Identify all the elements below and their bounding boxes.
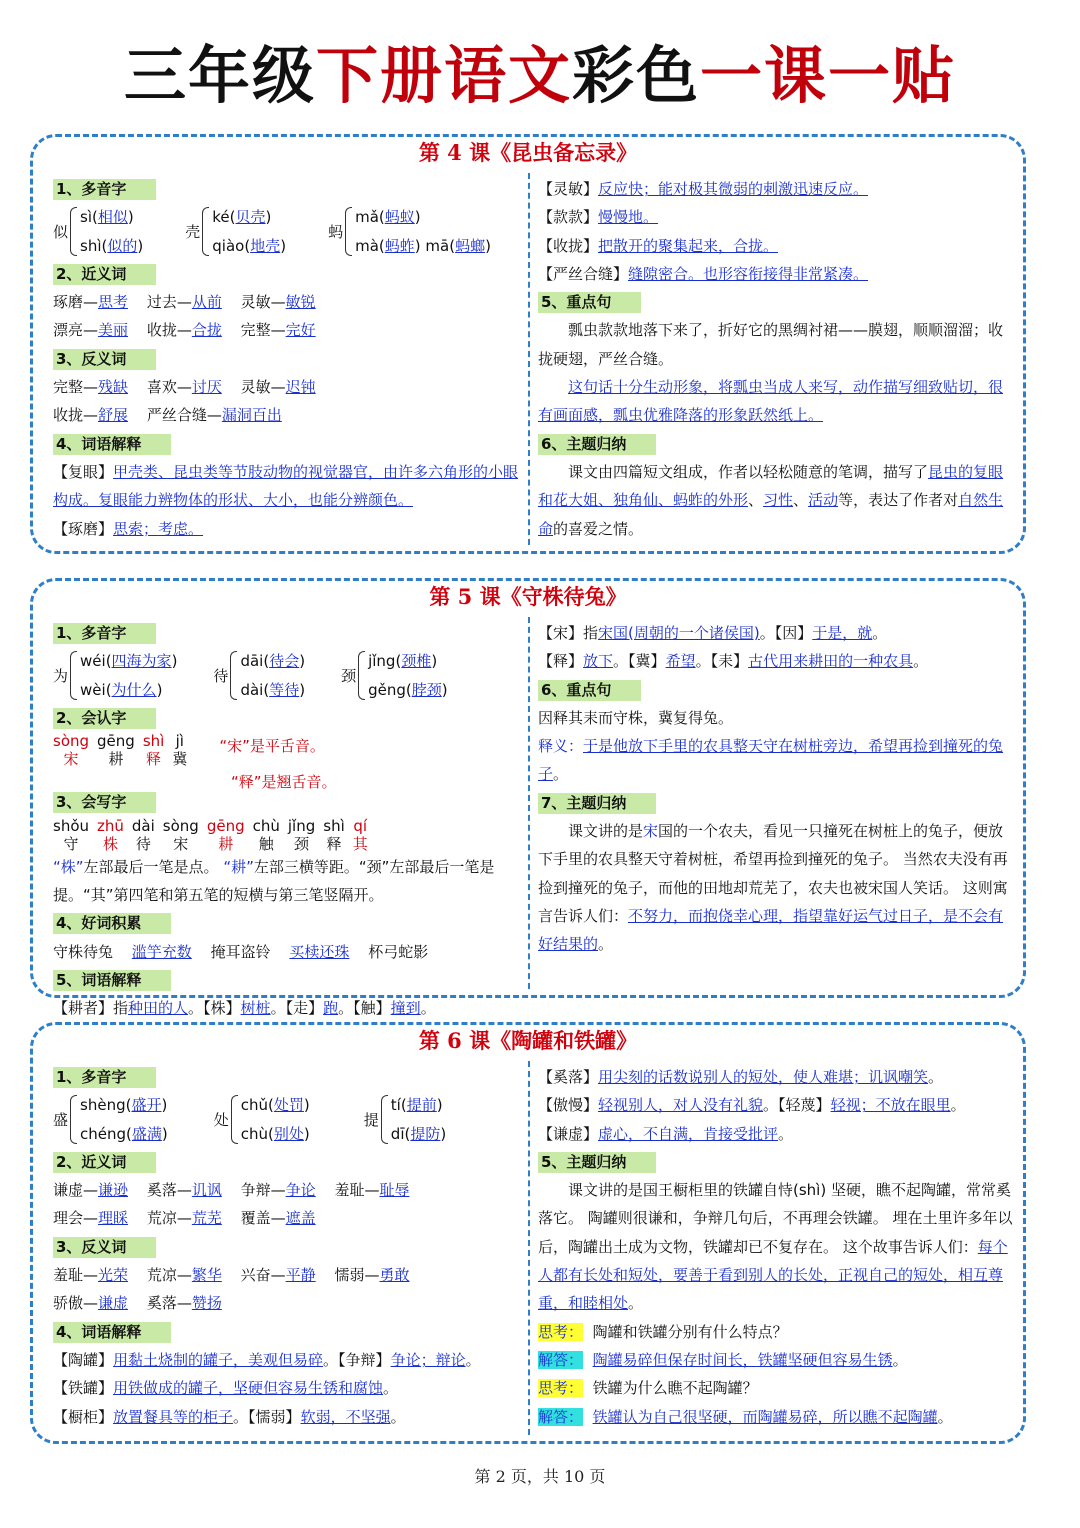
lesson-4-left	[53, 175, 523, 543]
pinyin-char: qí 其	[352, 816, 368, 853]
section-header: 1、多音字	[53, 623, 156, 644]
pinyin-char: gēng 耕	[97, 732, 135, 769]
definition: 【耕者】指种田的人。【株】树桩。【走】跑。【触】撞到。	[53, 999, 436, 1018]
write-chars	[53, 817, 523, 853]
section-header: 2、近义词	[53, 1152, 156, 1173]
section-header: 4、词语解释	[53, 1322, 171, 1343]
column-divider	[528, 173, 530, 545]
section-header: 6、重点句	[538, 680, 641, 701]
section-header: 2、近义词	[53, 264, 156, 285]
pinyin-char: zhū 株	[97, 816, 124, 853]
definition: 【宋】指宋国(周朝的一个诸侯国)。【因】于是，就。	[538, 624, 888, 642]
pinyin-char: chù 触	[252, 816, 280, 853]
lesson-5-title: 第 5 课《守株待兔》	[33, 580, 1023, 614]
key-sentence-analysis: 这句话十分生动形象，将瓢虫当成人来写，动作描写细致贴切，很有画面感，瓢虫优雅降落的形象跃然纸上。	[538, 378, 1004, 425]
section-header: 4、好词积累	[53, 913, 171, 934]
lesson-6-card	[30, 1022, 1026, 1444]
section-header: 4、词语解释	[53, 434, 171, 455]
definition: 【奚落】用尖刻的话数说别人的短处，使人难堪；讥讽嘲笑。	[538, 1068, 944, 1086]
theme-summary: 课文讲的是国王橱柜里的铁罐自恃(shì) 坚硬，瞧不起陶罐，常常奚落它。 陶罐则很谦和，争辩几句后，不再理会铁罐。 埋在土里许多年以后，陶罐出土成为文物，铁罐却已不复存在。 这个故事告诉人们：每个人都有长处和短处，要善于看到别人的长处，正视自己的短处，相互尊重，和睦相处。	[538, 1181, 1013, 1313]
pinyin-char: sòng 宋	[53, 732, 90, 769]
definition: 【橱柜】放置餐具等的柜子。【懦弱】软弱，不坚强。	[53, 1407, 406, 1426]
question: 思考： 铁罐为什么瞧不起陶罐？	[538, 1379, 758, 1398]
lesson-6-left	[53, 1063, 523, 1431]
lesson-4-right	[538, 175, 1013, 543]
lesson-5-right	[538, 619, 1013, 959]
definition: 【陶罐】用黏土烧制的罐子，美观但易碎。【争辩】争论；辩论。	[53, 1350, 481, 1369]
definition: 【款款】慢慢地。	[538, 208, 659, 227]
pinyin-char: gēng 耕	[206, 816, 245, 853]
antonym-row: 完整—残缺 喜欢—讨厌 灵敏—迟钝	[53, 378, 316, 397]
synonym-row: 谦虚—谦逊 奚落—讥讽 争辩—争论 羞耻—耻辱	[53, 1181, 410, 1200]
definition: 【收拢】把散开的聚集起来，合拢。	[538, 236, 779, 255]
theme-summary: 课文讲的是宋国的一个农夫，看见一只撞死在树桩上的兔子，便放下手里的农具整天守着树桩，希望再捡到撞死的兔子。 当然农夫没有再捡到撞死的兔子，而他的田地却荒芜了，农夫也被宋国人笑话。 这则寓言告诉人们：不努力，而抱侥幸心理，指望靠好运气过日子，是不会有好结果的。	[538, 822, 1008, 954]
section-header: 6、主题归纳	[538, 434, 656, 455]
synonym-row: 琢磨—思考 过去—从前 灵敏—敏锐	[53, 293, 316, 312]
lesson-5-left	[53, 619, 523, 1023]
pinyin-char: jǐng 颈	[287, 816, 316, 853]
page-title: 三年级下册语文彩色一课一贴	[123, 39, 957, 112]
section-header: 2、会认字	[53, 708, 156, 729]
lesson-5-card	[30, 578, 1026, 1018]
page-footer: 第 2 页，共 10 页	[474, 1467, 606, 1486]
pinyin-char: jì 冀	[172, 732, 188, 769]
antonym-row: 骄傲—谦虚 奚落—赞扬	[53, 1294, 222, 1313]
definition: 【灵敏】反应快；能对极其微弱的刺激迅速反应。	[538, 180, 869, 198]
answer: 解答： 铁罐认为自己很坚硬，而陶罐易碎，所以瞧不起陶罐。	[538, 1407, 953, 1426]
polyphone-group: 为 wéi(四海为家) wèi(为什么) 待 dāi(待会) dài(等待) 颈 jǐng(颈椎) gěng(脖颈)	[53, 652, 448, 699]
section-header: 7、主题归纳	[538, 793, 656, 814]
key-sentence: 因释其耒而守株，冀复得兔。	[538, 708, 734, 727]
lesson-4-card	[30, 134, 1026, 554]
antonym-row: 羞耻—光荣 荒凉—繁华 兴奋—平静 懦弱—勇敢	[53, 1266, 410, 1285]
lesson-6-right	[538, 1063, 1013, 1431]
section-header: 5、重点句	[538, 292, 641, 313]
definition: 【铁罐】用铁做成的罐子，坚硬但容易生锈和腐蚀。	[53, 1379, 399, 1398]
section-header: 3、反义词	[53, 349, 156, 370]
pinyin-char: sòng 宋	[162, 816, 199, 853]
section-header: 5、词语解释	[53, 970, 171, 991]
definition: 【复眼】甲壳类、昆虫类等节肢动物的视觉器官，由许多六角形的小眼构成。复眼能力辨物体的形状、大小，也能分辨颜色。	[53, 462, 519, 510]
polyphone-group: 盛 shèng(盛开) chéng(盛满) 处 chǔ(处罚) chù(别处) 提 tí(提前) dī(提防)	[53, 1096, 447, 1143]
definition: 【琢磨】思索；考虑。	[53, 519, 204, 538]
theme-summary: 课文由四篇短文组成，作者以轻松随意的笔调，描写了昆虫的复眼和花大姐、独角仙、蚂蚱的外形、习性、活动等，表达了作者对自然生命的喜爱之情。	[538, 462, 1004, 538]
definition: 【释】放下。【冀】希望。【耒】古代用来耕田的一种农具。	[538, 652, 929, 671]
lesson-4-title: 第 4 课《昆虫备忘录》	[33, 136, 1023, 170]
section-header: 3、反义词	[53, 1237, 156, 1258]
column-divider	[528, 617, 530, 989]
definition: 【谦虚】虚心，不自满，肯接受批评。	[538, 1124, 794, 1143]
section-header: 1、多音字	[53, 1067, 156, 1088]
definition: 【严丝合缝】缝隙密合。也形容衔接得非常紧凑。	[538, 264, 869, 283]
pinyin-char: shì 释	[323, 816, 345, 853]
question: 思考： 陶罐和铁罐分别有什么特点？	[538, 1322, 788, 1341]
section-header: 3、会写字	[53, 792, 156, 813]
pinyin-char: shǒu 守	[53, 816, 90, 853]
answer: 解答： 陶罐易碎但保存时间长，铁罐坚硬但容易生锈。	[538, 1350, 908, 1369]
synonym-row: 漂亮—美丽 收拢—合拢 完整—完好	[53, 321, 316, 340]
key-sentence-analysis: 释义：于是他放下手里的农具整天守在树桩旁边，希望再捡到撞死的兔子。	[538, 737, 1004, 784]
synonym-row: 理会—理睬 荒凉—荒芜 覆盖—遮盖	[53, 1209, 316, 1228]
column-divider	[528, 1061, 530, 1435]
good-words: 守株待兔 滥竽充数 掩耳盗铃 买椟还珠 杯弓蛇影	[53, 942, 429, 961]
key-sentence: 瓢虫款款地落下来了，折好它的黑绸衬裙——膜翅，顺顺溜溜；收拢硬翅，严丝合缝。	[538, 321, 1004, 368]
section-header: 1、多音字	[53, 179, 156, 200]
section-header: 5、主题归纳	[538, 1152, 656, 1173]
definition: 【傲慢】轻视别人，对人没有礼貌。【轻蔑】轻视；不放在眼里。	[538, 1096, 966, 1115]
lesson-6-title: 第 6 课《陶罐和铁罐》	[33, 1024, 1023, 1058]
write-note: “株”左部最后一笔是点。 “耕”左部三横等距。“颈”左部最后一笔是提。“其”第四笔和第五笔的短横与第三笔竖隔开。	[53, 857, 495, 905]
pinyin-char: shì 释	[142, 732, 165, 769]
recognize-chars: sòng 宋 gēng 耕 shì 释 jì 冀 “宋”是平舌音。	[53, 732, 325, 769]
pinyin-char: dài 待	[131, 816, 155, 853]
antonym-row: 收拢—舒展 严丝合缝—漏洞百出	[53, 406, 282, 425]
recognize-note: “释”是翘舌音。	[231, 773, 337, 792]
polyphone-group: 似 sì(相似) shì(似的) 壳 ké(贝壳) qiào(地壳) 蚂 mǎ(蚂蚁) mà(蚂蚱) mā(蚂螂)	[53, 208, 491, 255]
